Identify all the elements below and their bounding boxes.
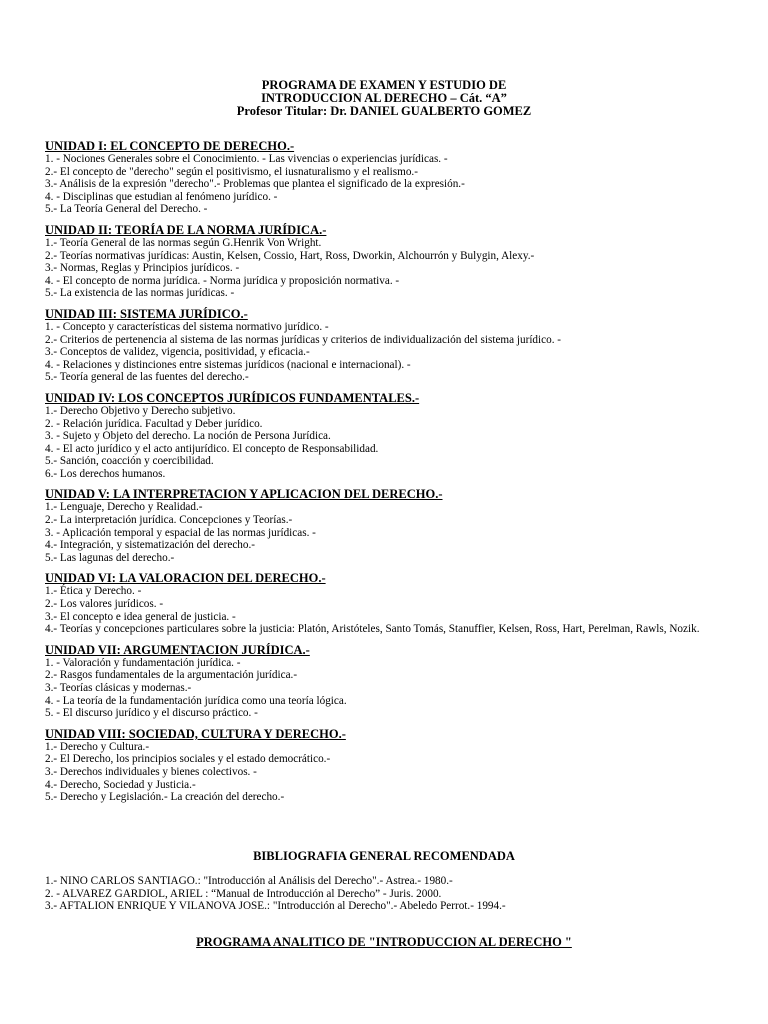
unit-item: 3. - Sujeto y Objeto del derecho. La noción de Persona Jurídica. <box>45 430 331 443</box>
unit-1 <box>45 140 755 216</box>
unit-item: 1. - Nociones Generales sobre el Conocimiento. - Las vivencias o experiencias jurídicas. - <box>45 153 448 165</box>
unit-4 <box>45 392 755 481</box>
document-header <box>0 79 768 118</box>
unit-item: 4. - La teoría de la fundamentación jurídica como una teoría lógica. <box>45 694 347 707</box>
unit-6 <box>45 572 755 635</box>
unit-item: 3. - Aplicación temporal y espacial de las normas jurídicas. - <box>45 526 316 539</box>
unit-5 <box>45 488 755 564</box>
unit-item: 5.- Sanción, coacción y coercibilidad. <box>45 455 214 468</box>
unit-item: 4. - El concepto de norma jurídica. - Norma jurídica y proposición normativa. - <box>45 274 400 287</box>
unit-title: UNIDAD V: LA INTERPRETACION Y APLICACION DEL DERECHO.- <box>45 487 443 502</box>
unit-8 <box>45 728 755 804</box>
unit-item: 5.- La existencia de las normas jurídicas. - <box>45 287 235 300</box>
header-title-line-2: INTRODUCCION AL DERECHO – Cát. “A” <box>261 91 507 105</box>
bibliography-list <box>45 875 755 913</box>
unit-3 <box>45 308 755 384</box>
unit-item: 4. - El acto jurídico y el acto antijurídico. El concepto de Responsabilidad. <box>45 442 379 455</box>
unit-item: 3.- Teorías clásicas y modernas.- <box>45 682 192 694</box>
unit-item: 2.- Criterios de pertenencia al sistema de las normas jurídicas y criterios de individualización del sistema jurídico. - <box>45 333 562 346</box>
unit-item: 5. - El discurso jurídico y el discurso práctico. - <box>45 707 258 720</box>
units-list <box>45 140 755 812</box>
bibliography-item: 3.- AFTALION ENRIQUE Y VILANOVA JOSE.: "Introducción al Derecho".- Abeledo Perrot.- 1994.- <box>45 900 506 913</box>
unit-title: UNIDAD VII: ARGUMENTACION JURÍDICA.- <box>45 642 310 657</box>
unit-item: 5.- Derecho y Legislación.- La creación del derecho.- <box>45 791 285 804</box>
unit-item: 3.- Normas, Reglas y Principios jurídicos. - <box>45 262 240 275</box>
unit-title: UNIDAD III: SISTEMA JURÍDICO.- <box>45 306 248 321</box>
unit-item: 2.- El concepto de "derecho" según el positivismo, el iusnaturalismo y el realismo.- <box>45 165 418 178</box>
unit-title: UNIDAD I: EL CONCEPTO DE DERECHO.- <box>45 139 295 153</box>
unit-item: 4. - Disciplinas que estudian al fenómeno jurídico. - <box>45 190 278 203</box>
unit-item: 1.- Ética y Derecho. - <box>45 585 142 598</box>
unit-item: 5.- Las lagunas del derecho.- <box>45 551 175 564</box>
unit-7 <box>45 644 755 720</box>
unit-title: UNIDAD IV: LOS CONCEPTOS JURÍDICOS FUNDAMENTALES.- <box>45 390 420 405</box>
unit-item: 1.- Lenguaje, Derecho y Realidad.- <box>45 501 203 514</box>
unit-item: 1. - Concepto y características del sistema normativo jurídico. - <box>45 320 329 333</box>
header-title-line-1: PROGRAMA DE EXAMEN Y ESTUDIO DE <box>261 78 507 92</box>
unit-title: UNIDAD VI: LA VALORACION DEL DERECHO.- <box>45 571 326 586</box>
unit-item: 2.- El Derecho, los principios sociales y el estado democrático.- <box>45 753 331 766</box>
unit-item: 3.- Conceptos de validez, vigencia, positividad, y eficacia.- <box>45 346 310 359</box>
unit-2 <box>45 224 755 300</box>
bibliography-item: 2. - ALVAREZ GARDIOL, ARIEL : “Manual de Introducción al Derecho” - Juris. 2000. <box>45 887 442 900</box>
bibliography-item: 1.- NINO CARLOS SANTIAGO.: "Introducción al Análisis del Derecho".- Astrea.- 1980.- <box>45 875 453 887</box>
unit-item: 3.- Derechos individuales y bienes colectivos. - <box>45 765 257 778</box>
unit-title: UNIDAD II: TEORÍA DE LA NORMA JURÍDICA.- <box>45 222 327 237</box>
unit-item: 4.- Integración, y sistematización del derecho.- <box>45 539 255 552</box>
unit-item: 2. - Relación jurídica. Facultad y Deber jurídico. <box>45 417 263 430</box>
unit-item: 2.- Los valores jurídicos. - <box>45 598 164 611</box>
unit-item: 1. - Valoración y fundamentación jurídica. - <box>45 656 241 669</box>
unit-item: 5.- Teoría general de las fuentes del derecho.- <box>45 371 249 384</box>
analytic-program-title: PROGRAMA ANALITICO DE "INTRODUCCION AL DERECHO " <box>196 935 572 949</box>
unit-item: 1.- Teoría General de las normas según G.Henrik Von Wright. <box>45 236 322 249</box>
header-professor-line: Profesor Titular: Dr. DANIEL GUALBERTO GOMEZ <box>236 104 532 118</box>
unit-item: 1.- Derecho y Cultura.- <box>45 740 150 753</box>
unit-title: UNIDAD VIII: SOCIEDAD, CULTURA Y DERECHO.- <box>45 726 346 741</box>
unit-item: 1.- Derecho Objetivo y Derecho subjetivo. <box>45 404 236 417</box>
unit-item: 2.- La interpretación jurídica. Concepciones y Teorías.- <box>45 514 293 527</box>
unit-item: 3.- Análisis de la expresión "derecho".- Problemas que plantea el significado de la expresión.- <box>45 178 465 191</box>
unit-item: 3.- El concepto e idea general de justicia. - <box>45 610 236 623</box>
unit-item: 2.- Rasgos fundamentales de la argumentación jurídica.- <box>45 669 298 682</box>
unit-item: 4.- Derecho, Sociedad y Justicia.- <box>45 778 196 791</box>
unit-item: 4.- Teorías y concepciones particulares sobre la justicia: Platón, Aristóteles, Santo Tomás, Stanuffier, Kelsen, Ross, Hart, Perelman, Rawls, Nozik. <box>45 623 700 636</box>
unit-item: 6.- Los derechos humanos. <box>45 467 166 480</box>
unit-item: 5.- La Teoría General del Derecho. - <box>45 203 208 216</box>
bibliography-title: BIBLIOGRAFIA GENERAL RECOMENDADA <box>253 849 515 863</box>
unit-item: 2.- Teorías normativas jurídicas: Austin, Kelsen, Cossio, Hart, Ross, Dworkin, Alchourrón y Bulygin, Alexy.- <box>45 249 535 262</box>
unit-item: 4. - Relaciones y distinciones entre sistemas jurídicos (nacional e internacional). - <box>45 358 411 371</box>
